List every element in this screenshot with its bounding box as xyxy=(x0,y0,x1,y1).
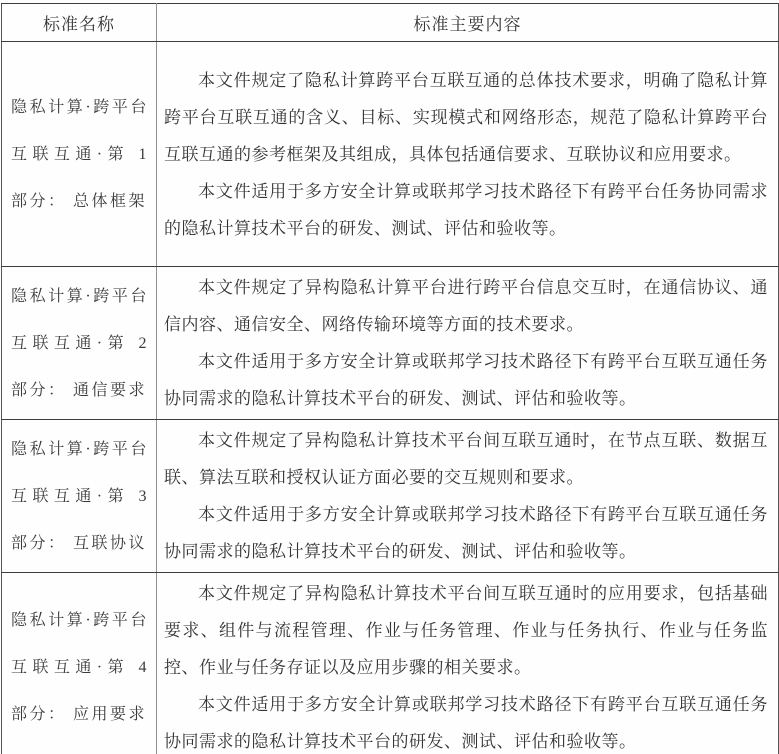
standard-content-cell xyxy=(157,267,779,420)
content-paragraph: 本文件规定了异构隐私计算技术平台间互联互通时的应用要求，包括基础要求、组件与流程管理、作业与任务管理、作业与任务执行、作业与任务监控、作业与任务存证以及应用步骤的相关要求。 xyxy=(164,584,768,677)
standard-name-cell: 隐私计算·跨平台互联互通·第 4 部分： 应用要求 xyxy=(2,573,157,754)
standard-content-cell xyxy=(157,42,779,267)
standard-content-cell xyxy=(157,420,779,573)
standards-table xyxy=(1,3,779,754)
content-paragraph: 本文件适用于多方安全计算或联邦学习技术路径下有跨平台任务协同需求的隐私计算技术平台的研发、测试、评估和验收等。 xyxy=(164,181,768,238)
content-paragraph: 本文件规定了异构隐私计算技术平台间互联互通时，在节点互联、数据互联、算法互联和授权认证方面必要的交互规则和要求。 xyxy=(164,431,768,487)
table-row xyxy=(2,267,779,420)
table-row xyxy=(2,420,779,573)
content-paragraph: 本文件规定了隐私计算跨平台互联互通的总体技术要求，明确了隐私计算跨平台互联互通的含义、目标、实现模式和网络形态，规范了隐私计算跨平台互联互通的参考框架及其组成，具体包括通信要求、互联协议和应用要求。 xyxy=(164,70,768,164)
header-standard-content: 标准主要内容 xyxy=(157,4,779,42)
content-paragraph: 本文件规定了异构隐私计算平台进行跨平台信息交互时，在通信协议、通信内容、通信安全、网络传输环境等方面的技术要求。 xyxy=(164,278,768,334)
content-paragraph: 本文件适用于多方安全计算或联邦学习技术路径下有跨平台互联互通任务协同需求的隐私计算技术平台的研发、测试、评估和验收等。 xyxy=(164,695,768,751)
standard-name-cell: 隐私计算·跨平台互联互通·第 3 部分： 互联协议 xyxy=(2,420,157,573)
standard-content-cell xyxy=(157,573,779,754)
content-paragraph: 本文件适用于多方安全计算或联邦学习技术路径下有跨平台互联互通任务协同需求的隐私计算技术平台的研发、测试、评估和验收等。 xyxy=(164,352,768,408)
content-paragraph: 本文件适用于多方安全计算或联邦学习技术路径下有跨平台互联互通任务协同需求的隐私计算技术平台的研发、测试、评估和验收等。 xyxy=(164,505,768,561)
table-row xyxy=(2,42,779,267)
header-row xyxy=(2,4,779,42)
standard-name-cell: 隐私计算·跨平台互联互通·第 1 部分： 总体框架 xyxy=(2,42,157,267)
table-row xyxy=(2,573,779,754)
header-standard-name: 标准名称 xyxy=(2,4,157,42)
standard-name-cell: 隐私计算·跨平台互联互通·第 2 部分： 通信要求 xyxy=(2,267,157,420)
